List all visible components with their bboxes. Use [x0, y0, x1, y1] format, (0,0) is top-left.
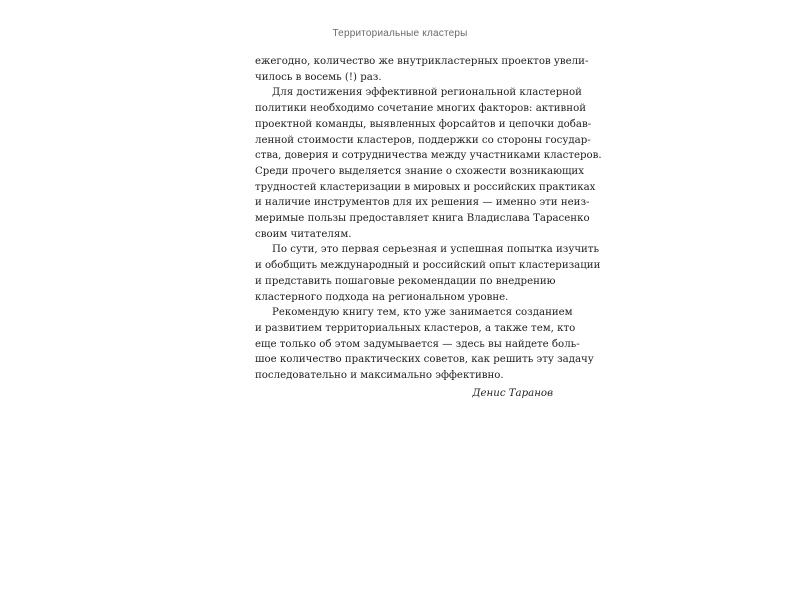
text-line: и обобщить международный и российский опыт кластеризации: [255, 260, 601, 272]
text-line: меримые пользы предоставляет книга Владислава Тарасенко: [255, 213, 590, 225]
text-line: еще только об этом задумывается — здесь вы найдете боль-: [255, 338, 580, 350]
text-line: последовательно и максимально эффективно.: [255, 370, 504, 382]
text-line: Среди прочего выделяется знание о схожести возникающих: [255, 165, 584, 177]
text-line: и развитием территориальных кластеров, а также тем, кто: [255, 322, 576, 334]
running-header: Территориальные кластеры: [332, 28, 468, 39]
text-line: политики необходимо сочетание многих факторов: активной: [255, 103, 587, 115]
text-line: и наличие инструментов для их решения — именно эти неиз-: [255, 197, 590, 209]
text-line: шое количество практических советов, как решить эту задачу: [255, 354, 594, 366]
text-line: Рекомендую книгу тем, кто уже занимается созданием: [272, 307, 573, 319]
text-line: Для достижения эффективной региональной кластерной: [272, 87, 582, 99]
author-signature: Денис Таранов: [472, 387, 553, 399]
text-line: чилось в восемь (!) раз.: [255, 71, 382, 83]
text-line: По сути, это первая серьезная и успешная попытка изучить: [272, 244, 600, 256]
body-text: [255, 54, 602, 401]
text-line: трудностей кластеризации в мировых и российских практиках: [255, 181, 596, 193]
text-line: и представить пошаговые рекомендации по внедрению: [255, 275, 556, 287]
text-line: своим читателям.: [255, 228, 352, 240]
text-line: ежегодно, количество же внутрикластерных проектов увели-: [255, 56, 589, 67]
text-line: ленной стоимости кластеров, поддержки со стороны государ-: [255, 134, 591, 146]
text-line: проектной команды, выявленных форсайтов и цепочки добав-: [255, 118, 592, 130]
text-line: кластерного подхода на региональном уровне.: [255, 291, 509, 303]
text-line: ства, доверия и сотрудничества между участниками кластеров.: [255, 150, 602, 162]
